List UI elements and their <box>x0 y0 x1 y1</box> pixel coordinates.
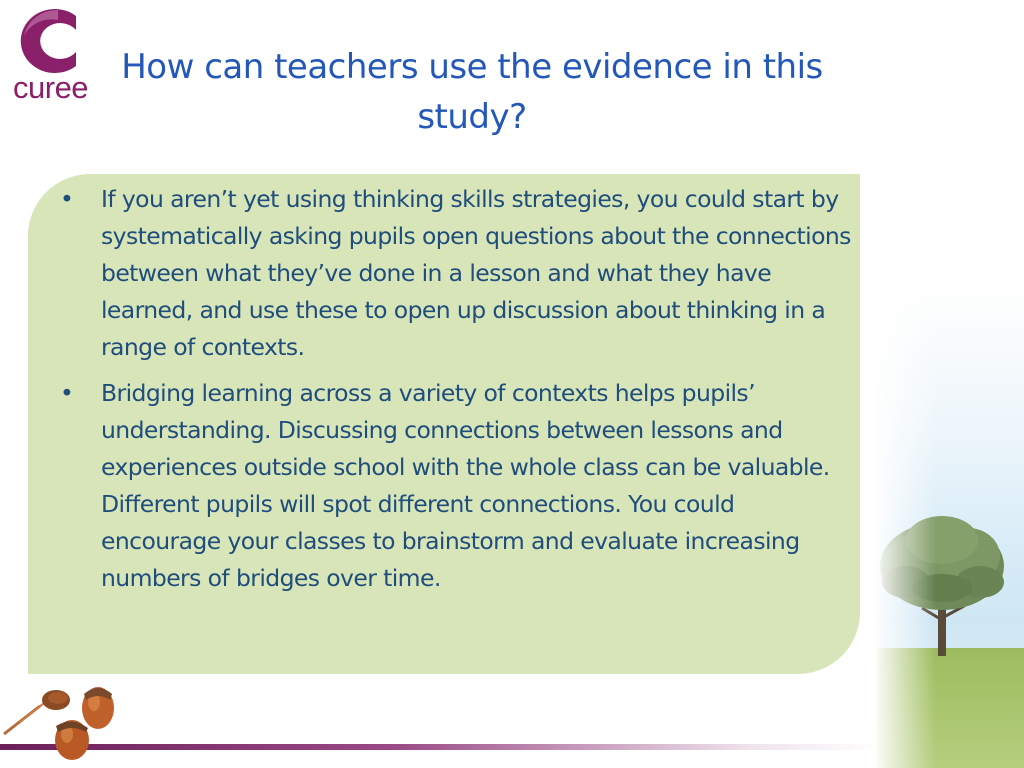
bullet-text: Bridging learning across a variety of contexts helps pupils’ understanding. Discussing connections between lessons and experiences outside school with the whole class can be valuable. Different pupils will spot different connections. You could encourage your classes to brainstorm and evaluate increasing numbers of bridges over time. <box>101 379 830 592</box>
bullet-item <box>58 181 858 366</box>
acorns-icon <box>0 678 140 768</box>
logo-text: curee <box>13 70 89 105</box>
bullet-dot-icon: • <box>60 185 74 213</box>
bullet-dot-icon: • <box>60 379 74 407</box>
landscape-image <box>876 280 1024 768</box>
slide-title: How can teachers use the evidence in this study? <box>121 47 823 137</box>
curee-logo <box>6 6 98 106</box>
bullet-item <box>58 375 858 597</box>
logo-c-icon <box>6 6 98 76</box>
landscape-fade <box>876 280 936 768</box>
bullet-list <box>58 181 858 606</box>
bullet-text: If you aren’t yet using thinking skills strategies, you could start by systematically asking pupils open questions about the connections between what they’ve done in a lesson and what they have learned, and use these to open up discussion about thinking in a range of contexts. <box>101 185 851 361</box>
